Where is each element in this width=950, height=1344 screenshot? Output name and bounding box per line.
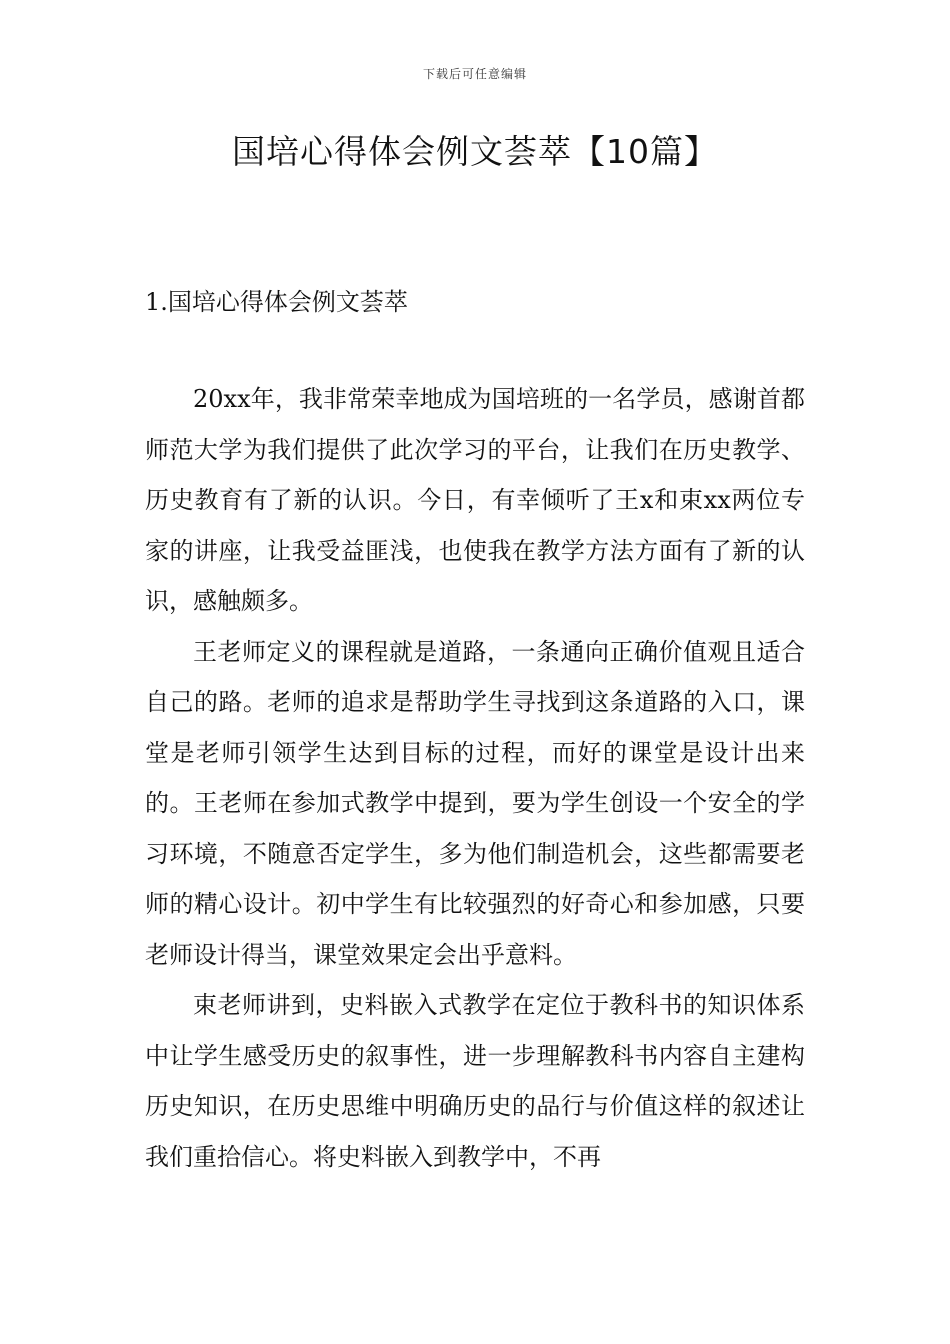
paragraph: 王老师定义的课程就是道路，一条通向正确价值观且适合自己的路。老师的追求是帮助学生寻找到这条道路的入口，课堂是老师引领学生达到目标的过程，而好的课堂是设计出来的。王老师在参加式教学中提到，要为学生创设一个安全的学习环境，不随意否定学生，多为他们制造机会，这些都需要老师的精心设计。初中学生有比较强烈的好奇心和参加感，只要老师设计得当，课堂效果定会出乎意料。	[145, 637, 805, 969]
header-note: 下载后可任意编辑	[422, 67, 527, 81]
body-text	[145, 374, 805, 1182]
document-title: 国培心得体会例文荟萃【10篇】	[232, 132, 718, 171]
paragraph: 束老师讲到，史料嵌入式教学在定位于教科书的知识体系中让学生感受历史的叙事性，进一步理解教科书内容自主建构历史知识，在历史思维中明确历史的品行与价值这样的叙述让我们重拾信心。将史料嵌入到教学中，不再	[145, 991, 805, 1171]
paragraph: 20xx年，我非常荣幸地成为国培班的一名学员，感谢首都师范大学为我们提供了此次学习的平台，让我们在历史教学、历史教育有了新的认识。今日，有幸倾听了王x和束xx两位专家的讲座，让我受益匪浅，也使我在教学方法方面有了新的认识，感触颇多。	[145, 385, 805, 615]
section-heading: 1.国培心得体会例文荟萃	[145, 288, 408, 316]
